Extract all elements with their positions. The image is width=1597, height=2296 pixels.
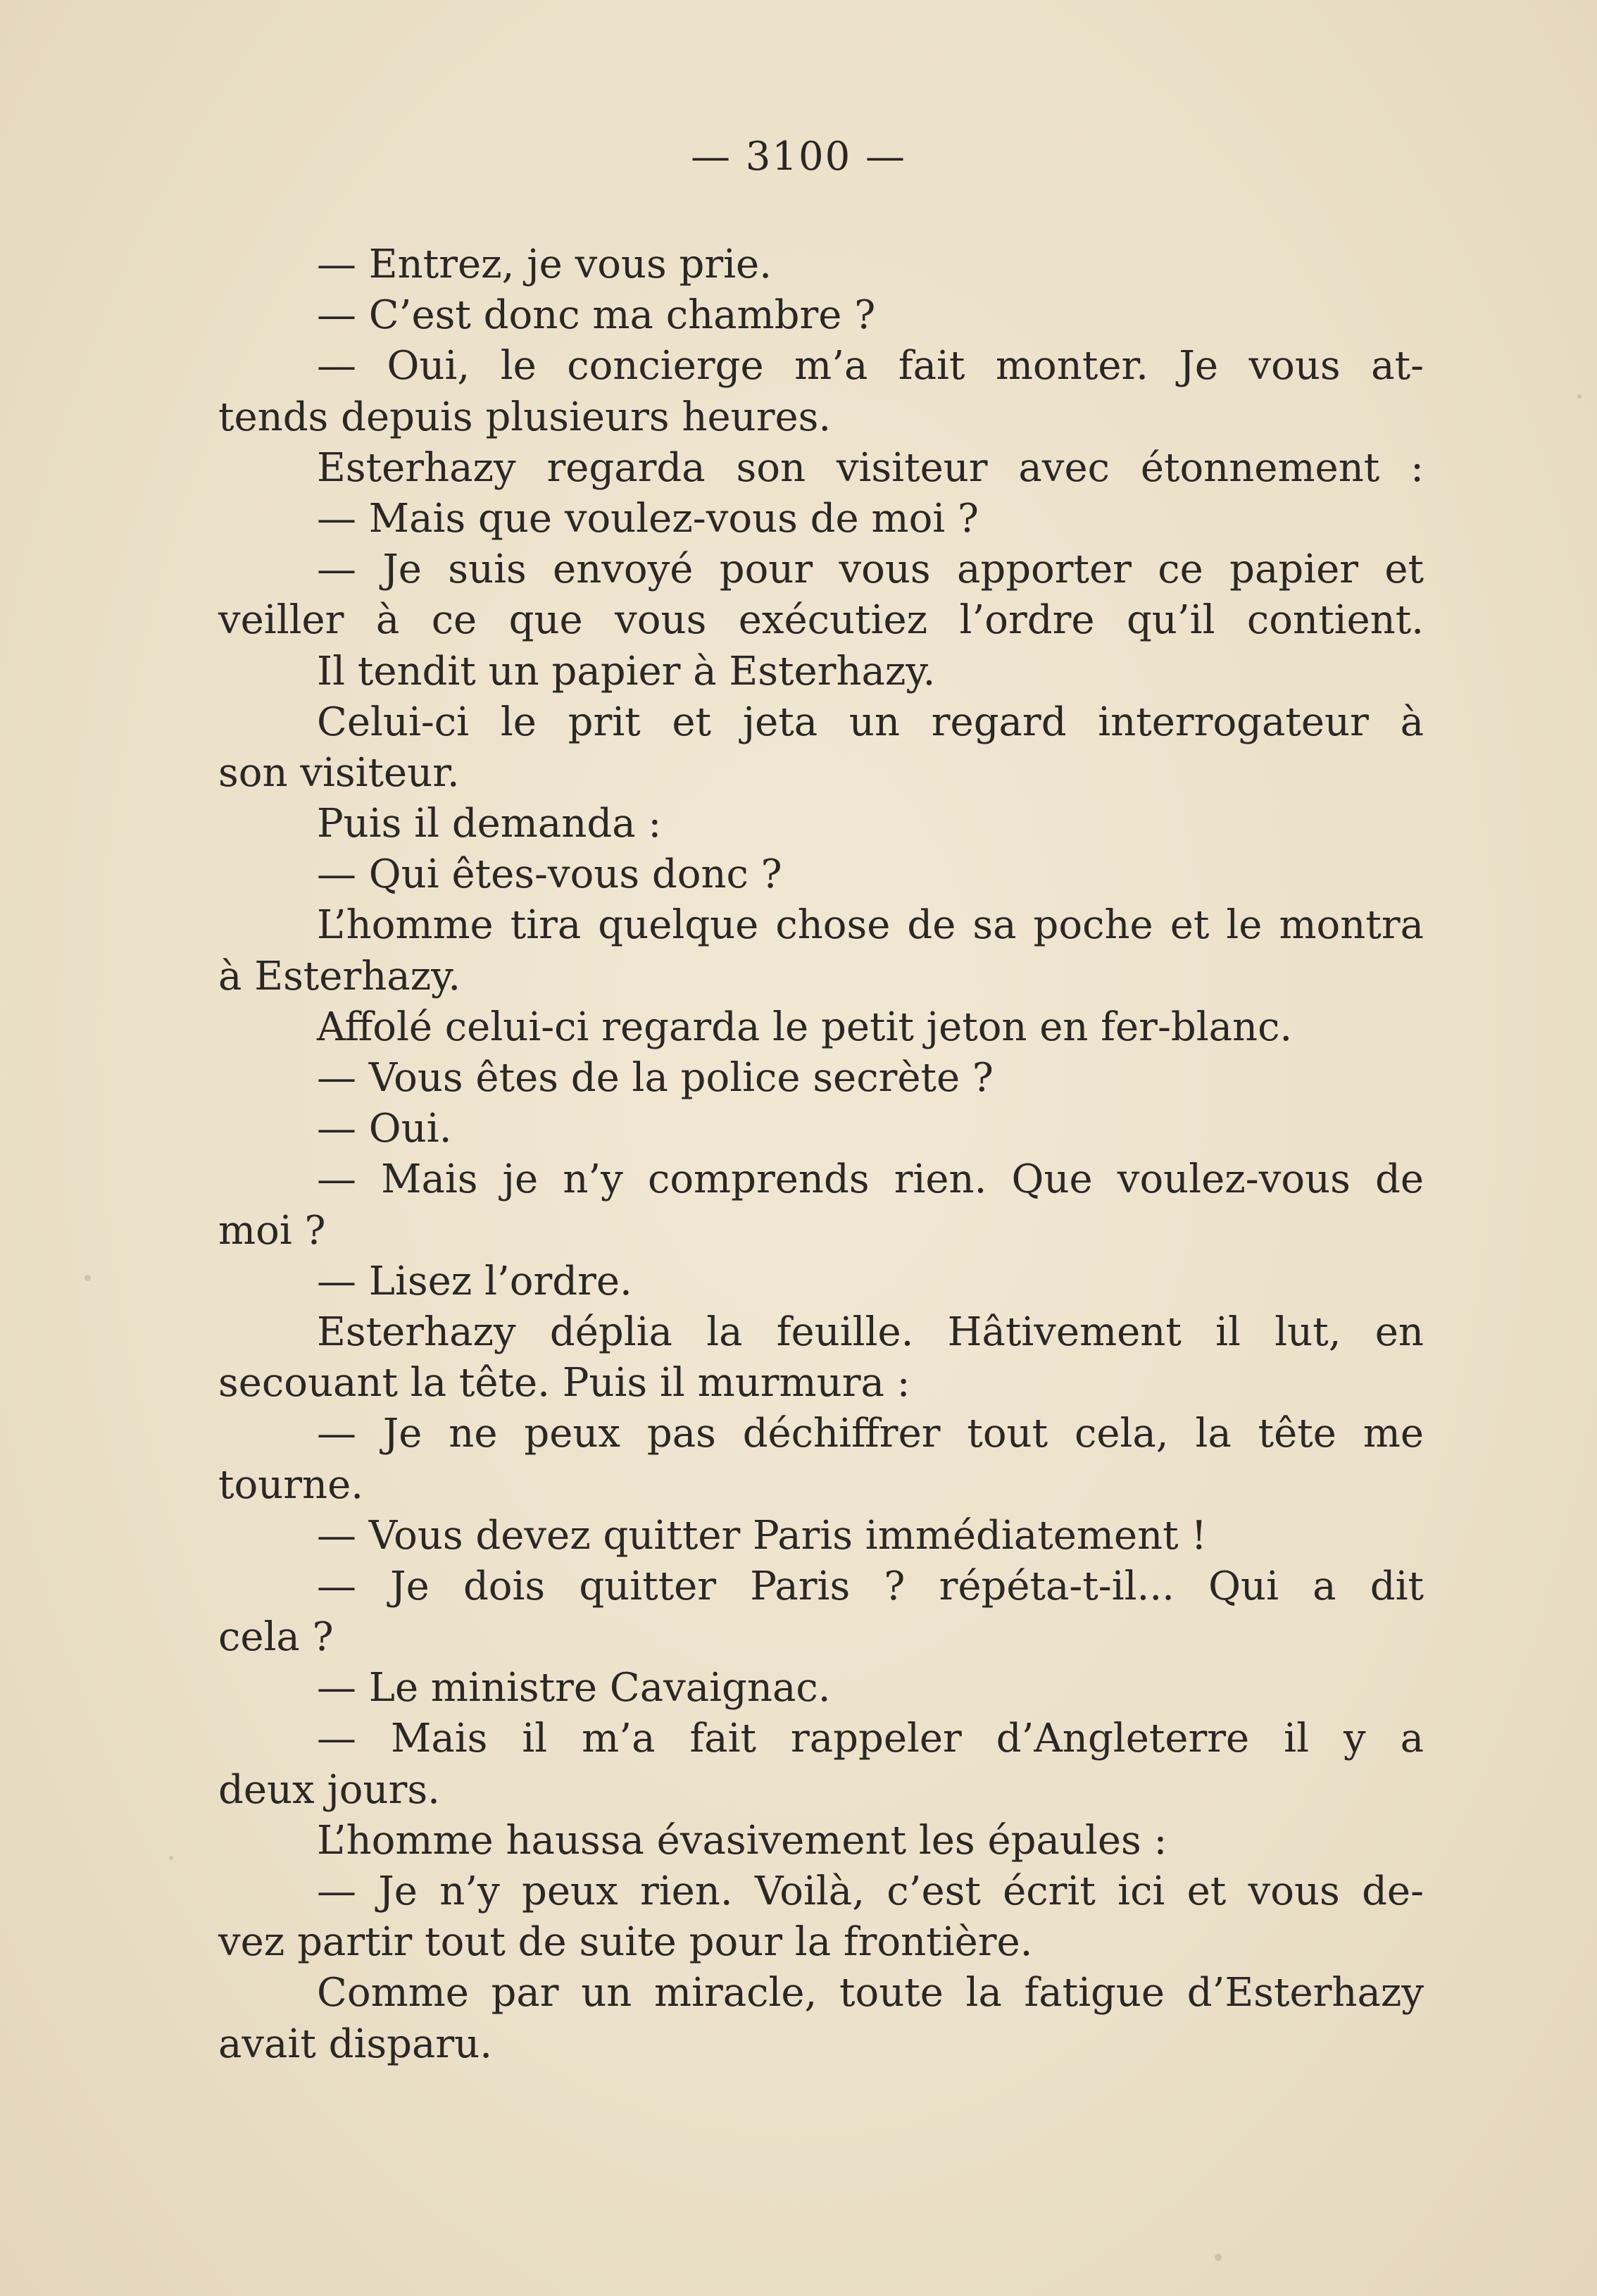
text-line: — Entrez, je vous prie. bbox=[317, 242, 772, 287]
text-line: moi ? bbox=[218, 1207, 326, 1254]
text-line: Esterhazy déplia la feuille. Hâtivement il lut, en bbox=[317, 1309, 1424, 1355]
text-line: — Qui êtes-vous donc ? bbox=[317, 851, 782, 898]
text-line: — Je ne peux pas déchiffrer tout cela, la tête me bbox=[317, 1411, 1424, 1457]
text-line: Il tendit un papier à Esterhazy. bbox=[317, 648, 936, 694]
text-line: cela ? bbox=[218, 1614, 334, 1661]
text-line: — Oui, le concierge m’a fait monter. Je vous at- bbox=[317, 343, 1424, 389]
text-line: tourne. bbox=[218, 1461, 364, 1508]
text-line: — Vous devez quitter Paris immédiatement ! bbox=[317, 1512, 1207, 1559]
page-number: — 3100 — bbox=[690, 134, 907, 180]
text-line: — Le ministre Cavaignac. bbox=[317, 1665, 831, 1711]
text-line: tends depuis plusieurs heures. bbox=[218, 394, 832, 440]
text-line: — Vous êtes de la police secrète ? bbox=[317, 1055, 994, 1101]
text-line: — Je suis envoyé pour vous apporter ce papier et bbox=[317, 547, 1424, 593]
text-line: Puis il demanda : bbox=[317, 801, 662, 847]
paper-speck bbox=[1215, 2254, 1222, 2261]
text-line: Celui-ci le prit et jeta un regard interrogateur à bbox=[317, 699, 1424, 745]
text-line: — Mais il m’a fait rappeler d’Angleterre il y a bbox=[317, 1716, 1424, 1762]
text-line: L’homme haussa évasivement les épaules : bbox=[317, 1817, 1167, 1864]
text-line: deux jours. bbox=[218, 1766, 440, 1813]
text-line: Esterhazy regarda son visiteur avec étonnement : bbox=[317, 444, 1424, 491]
text-line: L’homme tira quelque chose de sa poche et le montra bbox=[317, 902, 1424, 949]
text-line: Affolé celui-ci regarda le petit jeton en fer-blanc. bbox=[317, 1004, 1293, 1050]
body-text bbox=[218, 239, 1424, 2070]
text-line: — Je dois quitter Paris ? répéta-t-il... Qui a dit bbox=[317, 1563, 1424, 1609]
text-line: — Mais que voulez-vous de moi ? bbox=[317, 495, 979, 542]
text-line: à Esterhazy. bbox=[218, 953, 461, 999]
paper-speck bbox=[169, 1856, 173, 1860]
paper-speck bbox=[84, 1275, 91, 1281]
paper-speck bbox=[1577, 394, 1582, 399]
text-line: — Lisez l’ordre. bbox=[317, 1258, 632, 1304]
text-line: veiller à ce que vous exécutiez l’ordre qu’il contient. bbox=[218, 597, 1424, 644]
text-line: avait disparu. bbox=[218, 2021, 492, 2067]
text-line: — Je n’y peux rien. Voilà, c’est écrit ici et vous de- bbox=[317, 1868, 1424, 1914]
text-line: — Mais je n’y comprends rien. Que voulez-vous de bbox=[317, 1156, 1424, 1203]
text-line: vez partir tout de suite pour la frontière. bbox=[218, 1919, 1033, 1966]
text-line: secouant la tête. Puis il murmura : bbox=[218, 1360, 910, 1406]
text-line: son visiteur. bbox=[218, 749, 460, 796]
text-line: — C’est donc ma chambre ? bbox=[317, 292, 876, 339]
text-line: Comme par un miracle, toute la fatigue d’Esterhazy bbox=[317, 1970, 1424, 2016]
text-line: — Oui. bbox=[317, 1106, 452, 1152]
